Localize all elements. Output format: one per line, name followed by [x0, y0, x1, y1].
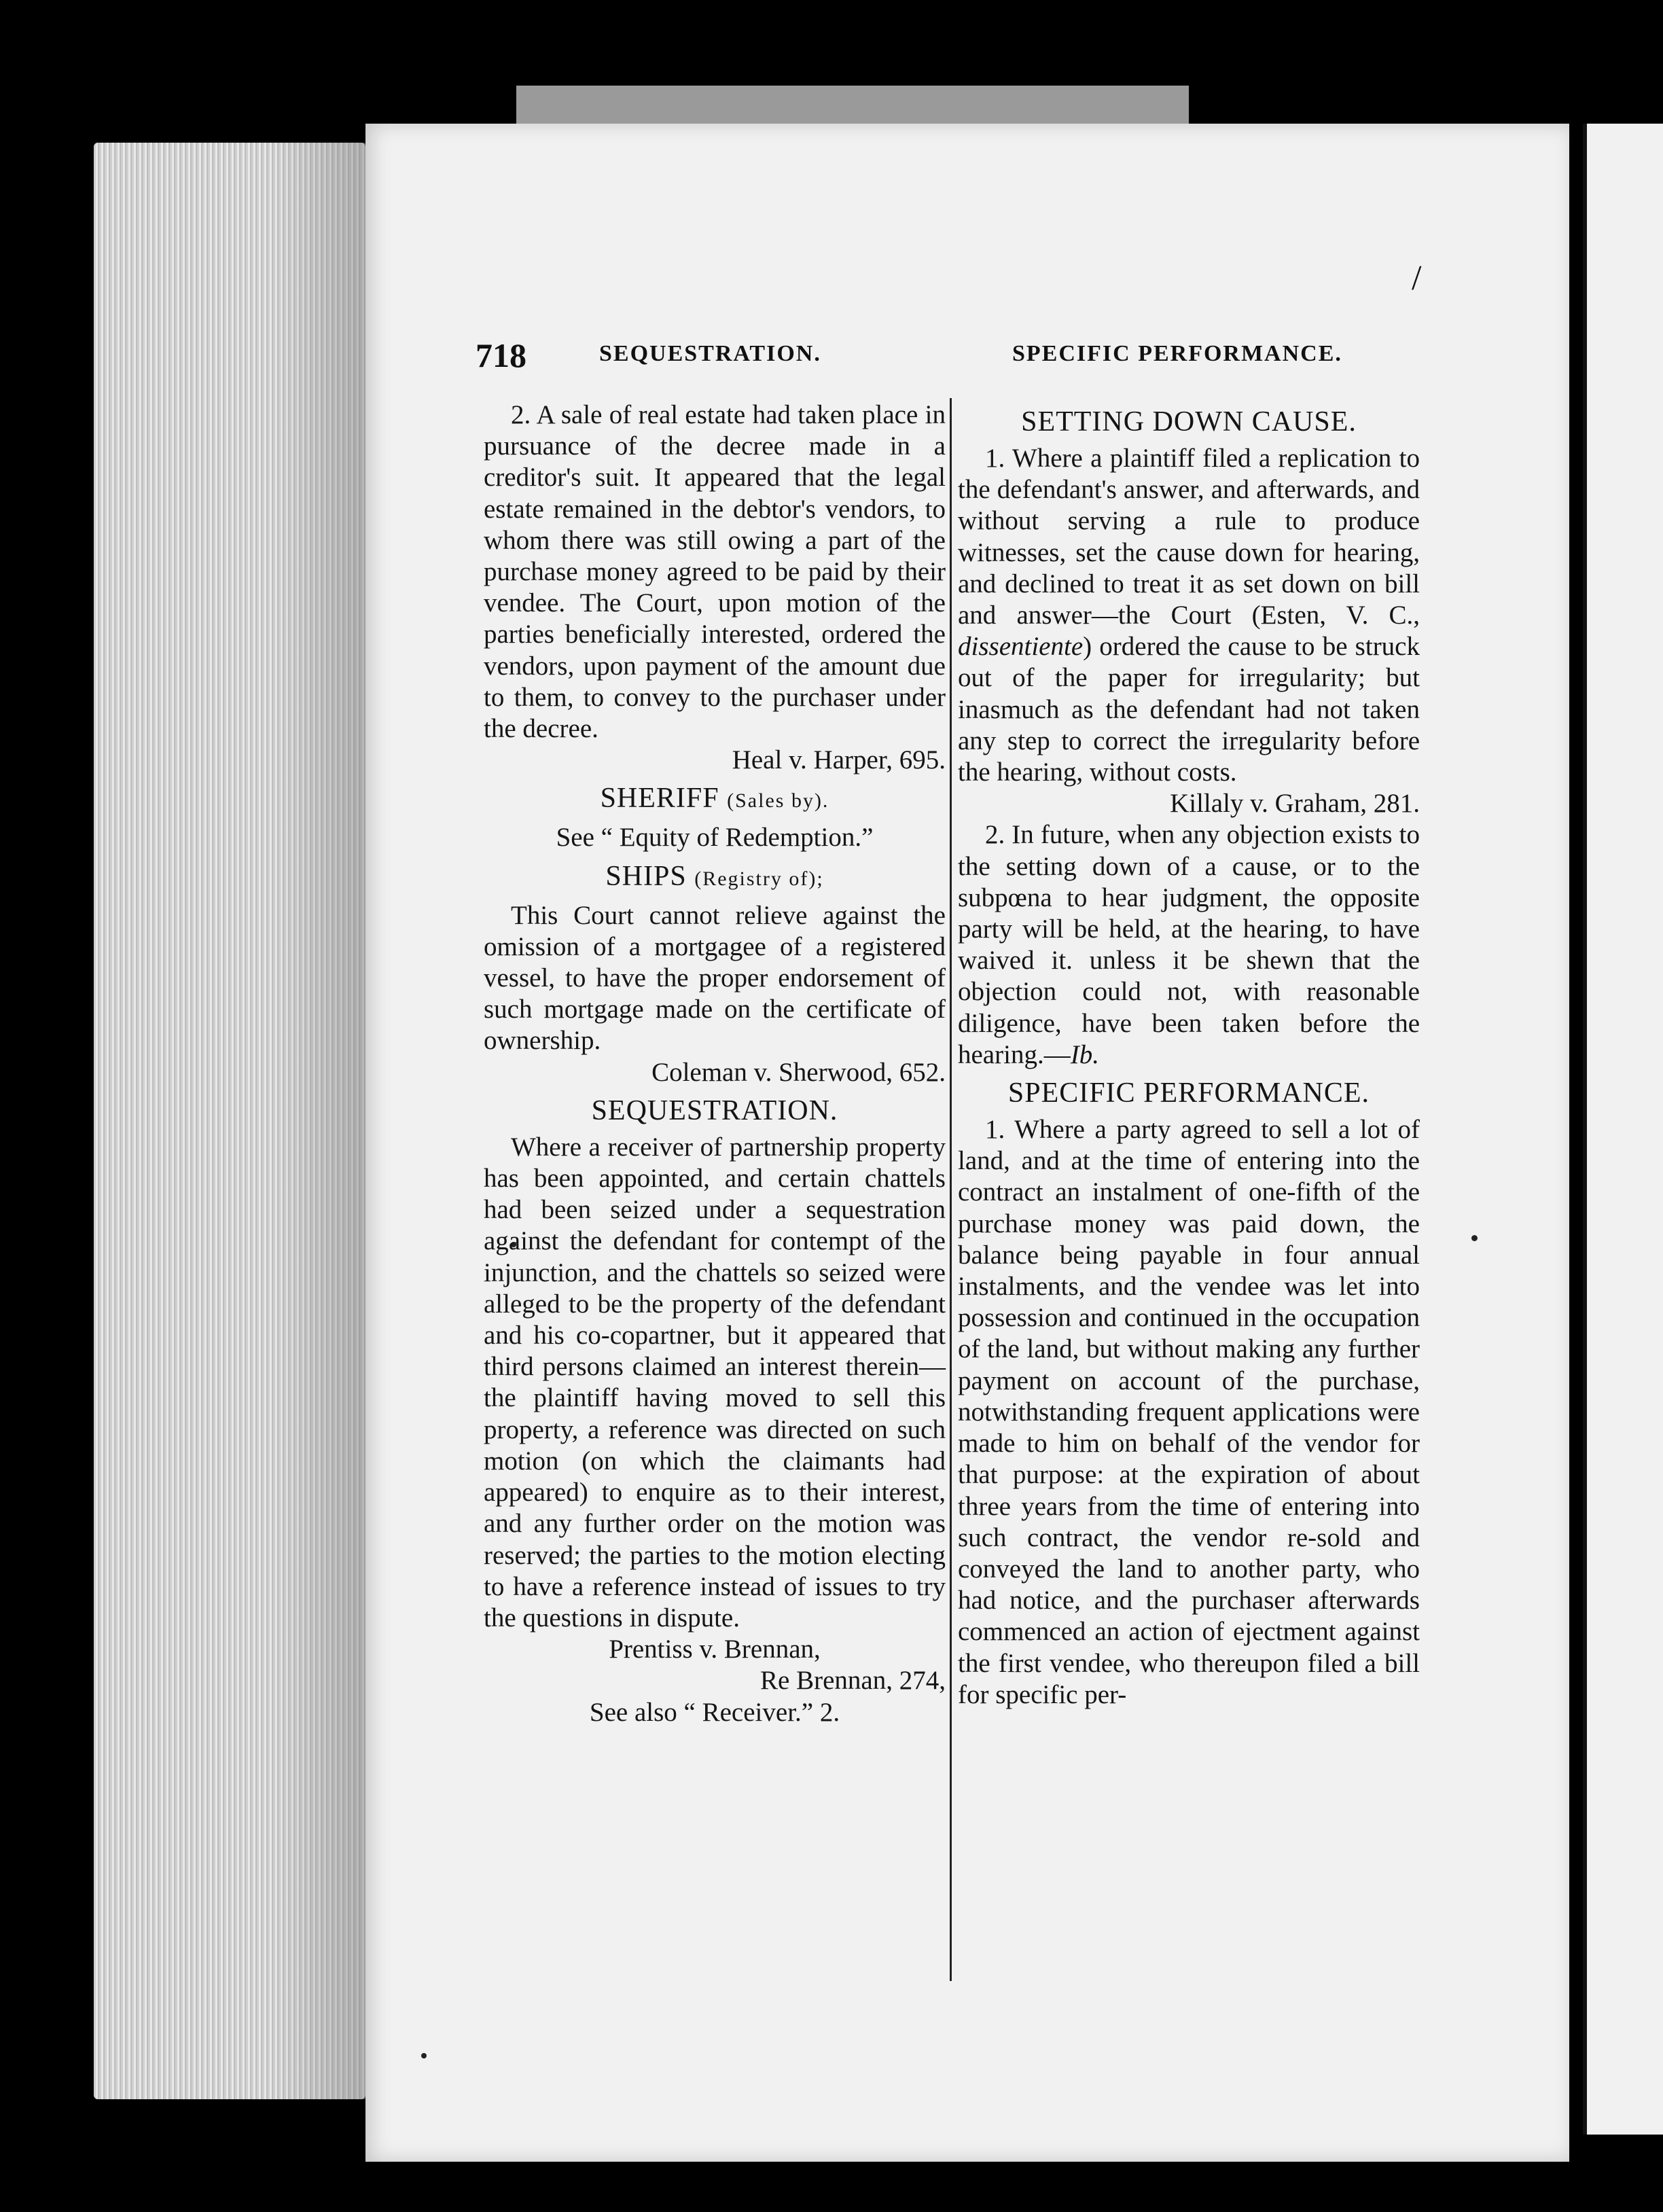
facing-page-edge — [1583, 124, 1663, 2135]
see-equity-redemption: See “ Equity of Redemption.” — [556, 823, 874, 853]
citation-heal: Heal v. Harper, 695. — [732, 745, 946, 775]
running-head — [476, 336, 1386, 376]
paragraph-setting-down-1: 1. Where a plaintiff filed a replication to the defendant's answer, and afterwards, and without serving a rule to produce witnesses, set the cause down for hearing, and declined to treat it as set down on bill and answer—the Court (Esten, V. C., dissentiente) ordered the cause to be struck out of the paper for irregularity; but inasmuch as the defendant had not taken any step to correct the irregularity before the hearing, without costs. — [958, 444, 1420, 787]
paragraph-ships: This Court cannot relieve against the omission of a mortgagee of a registered vessel, to have the proper endorsement of such mortgage made on the certificate of ownership. — [484, 900, 946, 1056]
paragraph-sale-real-estate: 2. A sale of real estate had taken place in pursuance of the decree made in a creditor's suit. It appeared that the legal estate remained in the debtor's vendors, to whom there was still owing a part of the purchase money agreed to be paid by their vendee. The Court, upon motion of the parties beneficially interested, ordered the vendors, upon payment of the amount due to them, to convey to the purchaser under the decree. — [484, 400, 946, 744]
citation-killaly: Killaly v. Graham, 281. — [1170, 789, 1420, 819]
paragraph-setting-down-2: 2. In future, when any objection exists to the setting down of a cause, or to the subpœna to hear judgment, the opposite party will be held, at the hearing, to have waived it. unless it be shewn that the objection could not, with reasonable diligence, have been taken before the hearing.—Ib. — [958, 820, 1420, 1069]
see-also-receiver: See also “ Receiver.” 2. — [589, 1697, 840, 1727]
spine-shadow — [272, 143, 367, 2099]
ink-speck — [1471, 1235, 1478, 1241]
running-head-left: SEQUESTRATION. — [599, 341, 821, 366]
paragraph-specific-performance: 1. Where a party agreed to sell a lot of land, and at the time of entering into the contract an instalment of one-fifth of the purchase money was paid down, the balance being payable in four annual instalments, and the vendee was let into possession and continued in the occupation of the land, but without making any further payment on account of the purchase, notwithstanding frequent applications were made to him on behalf of the vendor for that purpose: at the expiration of about three years from the time of entering into such contract, the vendor re-sold and conveyed the land to another party, who had notice, and the purchaser afterwards commenced an action of ejectment against the first vendee, who thereupon filed a bill for specific per- — [958, 1115, 1420, 1709]
heading-setting-down-cause: SETTING DOWN CAUSE. — [1021, 406, 1357, 438]
heading-sheriff: SHERIFF (Sales by). — [600, 783, 829, 815]
right-column — [958, 399, 1420, 1711]
column-rule — [950, 398, 952, 1981]
heading-specific-performance: SPECIFIC PERFORMANCE. — [1007, 1077, 1370, 1109]
ink-speck — [421, 2053, 427, 2058]
heading-ships: SHIPS (Registry of); — [605, 860, 824, 892]
paragraph-sequestration: Where a receiver of partnership property has been appointed, and certain chattels had been seized under a sequestration against the defendant for contempt of the injunction, and the chattels so seized were alleged to be the property of the defendant and his co-copartner, but it appeared that third persons claimed an interest therein—the plaintiff having moved to sell this property, a reference was directed on such motion (on which the claimants had appeared) to enquire as to their interest, and any further order on the motion was reserved; the parties to the motion electing to have a reference instead of issues to try the questions in dispute. — [484, 1132, 946, 1633]
running-head-right: SPECIFIC PERFORMANCE. — [1012, 341, 1342, 366]
citation-prentiss: Prentiss v. Brennan, — [609, 1635, 821, 1664]
margin-mark: / — [1412, 259, 1422, 298]
page-number: 718 — [476, 336, 526, 374]
left-column — [484, 399, 946, 1728]
heading-sequestration: SEQUESTRATION. — [591, 1094, 838, 1126]
citation-coleman: Coleman v. Sherwood, 652. — [651, 1057, 946, 1087]
citation-re-brennan: Re Brennan, 274, — [760, 1666, 946, 1696]
